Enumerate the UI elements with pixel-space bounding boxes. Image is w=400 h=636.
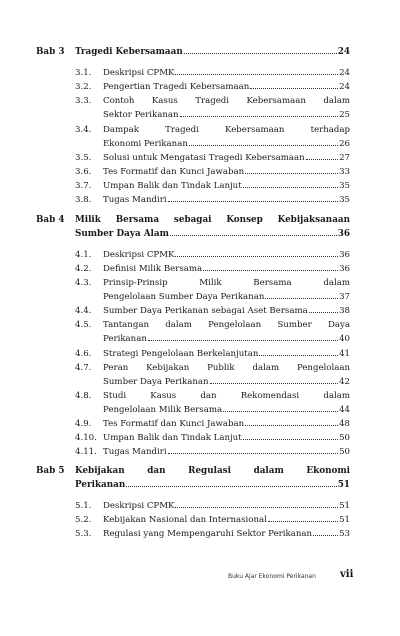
entry-text: Solusi untuk Mengatasi Tragedi Kebersamaan: [103, 153, 305, 163]
entry-text: Ekonomi Perikanan: [103, 139, 188, 149]
toc-entry[interactable]: [103, 195, 350, 206]
toc-entry[interactable]: [103, 306, 350, 317]
leader-dots: [168, 201, 338, 202]
leader-dots: [148, 340, 338, 341]
chapter-label: Bab 4: [36, 215, 65, 225]
leader-dots: [245, 425, 338, 426]
toc-entry[interactable]: [103, 264, 350, 275]
entry-text: Dampak Tragedi Kebersamaan terhadap: [103, 125, 350, 135]
entry-text: Peran Kebijakan Publik dalam Pengelolaan: [103, 363, 350, 373]
chapter-title-row[interactable]: [75, 229, 350, 240]
entry-number: 3.1.: [75, 68, 92, 78]
toc-entry[interactable]: [103, 529, 350, 540]
entry-text-line1[interactable]: [103, 391, 350, 402]
page-number: 38: [339, 306, 350, 316]
entry-text: Studi Kasus dan Rekomendasi dalam: [103, 391, 350, 401]
toc-entry[interactable]: [103, 153, 350, 164]
entry-number: 5.3.: [75, 529, 92, 539]
page-number: 24: [339, 68, 350, 78]
chapter-title: Milik Bersama sebagai Konsep Kebijaksanaan: [75, 215, 350, 225]
toc-entry[interactable]: [103, 139, 350, 150]
toc-entry[interactable]: [103, 405, 350, 416]
leader-dots: [223, 411, 338, 412]
toc-entry[interactable]: [103, 419, 350, 430]
page-number: 41: [339, 349, 350, 359]
entry-number: 3.6.: [75, 167, 92, 177]
leader-dots: [243, 187, 338, 188]
toc-entry[interactable]: [103, 433, 350, 444]
entry-text: Pengelolaan Sumber Daya Perikanan: [103, 292, 265, 302]
entry-text: Sektor Perikanan: [103, 110, 179, 120]
chapter-label: Bab 5: [36, 466, 65, 476]
entry-number: 5.1.: [75, 501, 92, 511]
page-number: 24: [339, 82, 350, 92]
page-number: 40: [339, 334, 350, 344]
chapter-title: Tragedi Kebersamaan: [75, 47, 183, 57]
entry-number: 4.6.: [75, 349, 92, 359]
leader-dots: [250, 88, 338, 89]
leader-dots: [243, 439, 338, 440]
footer-book-title: Buku Ajar Ekonomi Perikanan: [228, 573, 316, 580]
page-number: 44: [339, 405, 350, 415]
entry-text: Tantangan dalam Pengelolaan Sumber Daya: [103, 320, 350, 330]
page-number: 50: [339, 433, 350, 443]
entry-text: Deskripsi CPMK: [103, 250, 175, 260]
leader-dots: [245, 173, 338, 174]
leader-dots: [259, 355, 338, 356]
toc-entry[interactable]: [103, 82, 350, 93]
page-number: 36: [337, 229, 350, 239]
leader-dots: [184, 53, 337, 54]
entry-text: Umpan Balik dan Tindak Lanjut: [103, 181, 242, 191]
page-number: 53: [339, 529, 350, 539]
entry-number: 4.8.: [75, 391, 92, 401]
entry-text: Strategi Pengelolaan Berkelanjutan: [103, 349, 259, 359]
entry-number: 4.7.: [75, 363, 92, 373]
leader-dots: [126, 486, 337, 487]
page-number: 27: [339, 153, 350, 163]
toc-entry[interactable]: [103, 334, 350, 345]
chapter-title: Kebijakan dan Regulasi dalam Ekonomi: [75, 466, 350, 476]
entry-text: Sumber Daya Perikanan sebagai Aset Bersama: [103, 306, 308, 316]
entry-number: 4.2.: [75, 264, 92, 274]
chapter-title-row[interactable]: [75, 480, 350, 491]
entry-text: Tugas Mandiri: [103, 447, 167, 457]
entry-number: 4.3.: [75, 278, 92, 288]
entry-number: 3.8.: [75, 195, 92, 205]
toc-entry[interactable]: [103, 377, 350, 388]
entry-number: 4.5.: [75, 320, 92, 330]
entry-number: 4.1.: [75, 250, 92, 260]
leader-dots: [168, 453, 338, 454]
entry-number: 3.5.: [75, 153, 92, 163]
entry-text: Kebijakan Nasional dan Internasional: [103, 515, 267, 525]
leader-dots: [170, 235, 337, 236]
entry-text-line1[interactable]: [103, 125, 350, 136]
toc-entry[interactable]: [103, 349, 350, 360]
entry-text: Regulasi yang Mempengaruhi Sektor Perikanan: [103, 529, 313, 539]
page-number: 51: [339, 515, 350, 525]
entry-number: 3.4.: [75, 125, 92, 135]
entry-number: 5.2.: [75, 515, 92, 525]
toc-entry[interactable]: [103, 292, 350, 303]
entry-text: Prinsip-Prinsip Milik Bersama dalam: [103, 278, 350, 288]
page-number: 35: [339, 195, 350, 205]
leader-dots: [189, 145, 338, 146]
chapter-title-line1[interactable]: [75, 466, 350, 477]
toc-entry[interactable]: [103, 181, 350, 192]
entry-text-line1[interactable]: [103, 320, 350, 331]
entry-text: Deskripsi CPMK: [103, 501, 175, 511]
toc-entry[interactable]: [103, 68, 350, 79]
footer-page-number: vii: [340, 569, 354, 580]
toc-entry[interactable]: [103, 110, 350, 121]
toc-entry[interactable]: [103, 167, 350, 178]
entry-text: Deskripsi CPMK: [103, 68, 175, 78]
entry-text: Pengertian Tragedi Kebersamaan: [103, 82, 250, 92]
entry-number: 3.3.: [75, 96, 92, 106]
page-number: 25: [339, 110, 350, 120]
leader-dots: [309, 312, 338, 313]
page-number: 51: [337, 480, 350, 490]
page-number: 24: [337, 47, 350, 57]
entry-text-line1[interactable]: [103, 96, 350, 107]
chapter-label: Bab 3: [36, 47, 65, 57]
leader-dots: [265, 298, 338, 299]
page-number: 48: [339, 419, 350, 429]
entry-number: 4.4.: [75, 306, 92, 316]
page-number: 26: [339, 139, 350, 149]
page-number: 42: [339, 377, 350, 387]
page-number: 36: [339, 250, 350, 260]
leader-dots: [268, 521, 338, 522]
entry-text: Definisi Milik Bersama: [103, 264, 203, 274]
chapter-title: Sumber Daya Alam: [75, 229, 169, 239]
page-number: 33: [339, 167, 350, 177]
entry-number: 4.11.: [75, 447, 97, 457]
page-number: 36: [339, 264, 350, 274]
entry-text: Sumber Daya Perikanan: [103, 377, 209, 387]
chapter-title: Perikanan: [75, 480, 126, 490]
leader-dots: [175, 507, 338, 508]
toc-entry[interactable]: [103, 250, 350, 261]
leader-dots: [306, 159, 338, 160]
chapter-title-row[interactable]: [75, 47, 350, 58]
page-number: 51: [339, 501, 350, 511]
leader-dots: [210, 383, 338, 384]
toc-entry[interactable]: [103, 501, 350, 512]
leader-dots: [180, 116, 339, 117]
entry-number: 4.9.: [75, 419, 92, 429]
entry-number: 4.10.: [75, 433, 97, 443]
toc-entry[interactable]: [103, 447, 350, 458]
entry-number: 3.2.: [75, 82, 92, 92]
leader-dots: [203, 270, 338, 271]
page-number: 50: [339, 447, 350, 457]
chapter-title-line1[interactable]: [75, 215, 350, 226]
entry-number: 3.7.: [75, 181, 92, 191]
page-number: 37: [339, 292, 350, 302]
entry-text: Tes Formatif dan Kunci Jawaban: [103, 419, 245, 429]
entry-text: Contoh Kasus Tragedi Kebersamaan dalam: [103, 96, 350, 106]
entry-text-line1[interactable]: [103, 363, 350, 374]
leader-dots: [313, 535, 338, 536]
entry-text: Tes Formatif dan Kunci Jawaban: [103, 167, 245, 177]
entry-text-line1[interactable]: [103, 278, 350, 289]
leader-dots: [175, 74, 338, 75]
page-number: 35: [339, 181, 350, 191]
toc-entry[interactable]: [103, 515, 350, 526]
entry-text: Umpan Balik dan Tindak Lanjut: [103, 433, 242, 443]
entry-text: Perikanan: [103, 334, 147, 344]
entry-text: Pengelolaan Milik Bersama: [103, 405, 223, 415]
entry-text: Tugas Mandiri: [103, 195, 167, 205]
leader-dots: [175, 256, 338, 257]
